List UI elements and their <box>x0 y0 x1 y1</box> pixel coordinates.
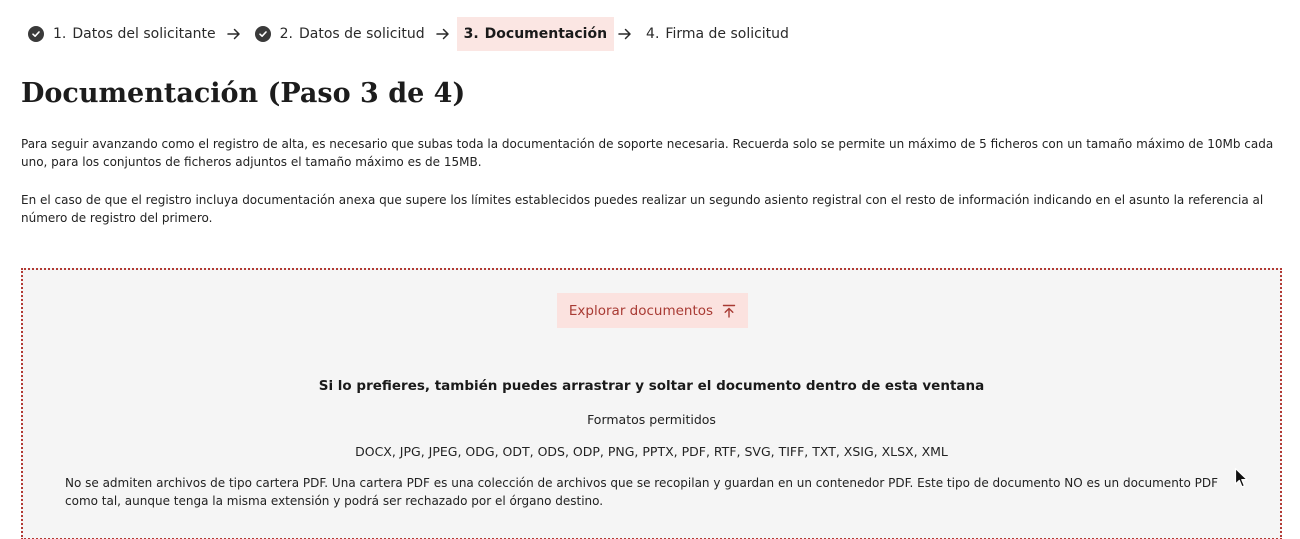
stepper <box>21 17 796 51</box>
arrow-right-icon <box>617 27 633 41</box>
step-3-active[interactable] <box>457 17 614 51</box>
step-2-label: Datos de solicitud <box>299 26 425 42</box>
step-2-number: 2. <box>279 26 293 42</box>
step-4-number: 4. <box>646 26 660 42</box>
intro-paragraph: Para seguir avanzando como el registro de alta, es necesario que subas toda la documentación de soporte necesaria. Recuerda solo se permite un máximo de 5 ficheros con un tamaño máximo de 10Mb cada uno, para los conjuntos de ficheros adjuntos el tamaño máximo es de 15MB. <box>21 137 1274 169</box>
mouse-pointer-icon <box>1234 467 1250 493</box>
explore-documents-label: Explorar documentos <box>568 302 714 319</box>
formats-label: Formatos permitidos <box>587 412 716 427</box>
step-3-number: 3. <box>463 26 479 42</box>
pdf-portfolio-note: No se admiten archivos de tipo cartera PDF. Una cartera PDF es una colección de archivos que se recopilan y guardan en un contenedor PDF. Este tipo de documento NO es un documento PDF como tal, aunque tenga la misma extensión y podrá ser rechazado por el órgano destino. <box>65 476 1219 508</box>
step-1[interactable] <box>21 17 223 51</box>
drag-drop-heading: Si lo prefieres, también puedes arrastrar y soltar el documento dentro de esta ventana <box>318 378 985 394</box>
explore-documents-button[interactable] <box>557 293 748 328</box>
file-dropzone[interactable] <box>21 268 1282 539</box>
step-4-label: Firma de solicitud <box>665 26 789 42</box>
step-1-number: 1. <box>53 26 67 42</box>
step-4[interactable] <box>639 17 796 51</box>
upload-arrow-icon <box>722 304 736 318</box>
arrow-right-icon <box>226 27 242 41</box>
step-1-label: Datos del solicitante <box>72 26 216 42</box>
step-3-label: Documentación <box>484 26 608 42</box>
limits-paragraph: En el caso de que el registro incluya documentación anexa que supere los límites establecidos puedes realizar un segundo asiento registral con el resto de información indicando en el asunto la referencia al número de registro del primero. <box>21 193 1264 225</box>
step-2[interactable] <box>248 17 432 51</box>
arrow-right-icon <box>435 27 451 41</box>
page-title: Documentación (Paso 3 de 4) <box>21 78 466 109</box>
check-circle-icon <box>28 26 44 42</box>
check-circle-icon <box>255 26 271 42</box>
formats-list: DOCX, JPG, JPEG, ODG, ODT, ODS, ODP, PNG, PPTX, PDF, RTF, SVG, TIFF, TXT, XSIG, XLSX, XML <box>355 444 948 459</box>
